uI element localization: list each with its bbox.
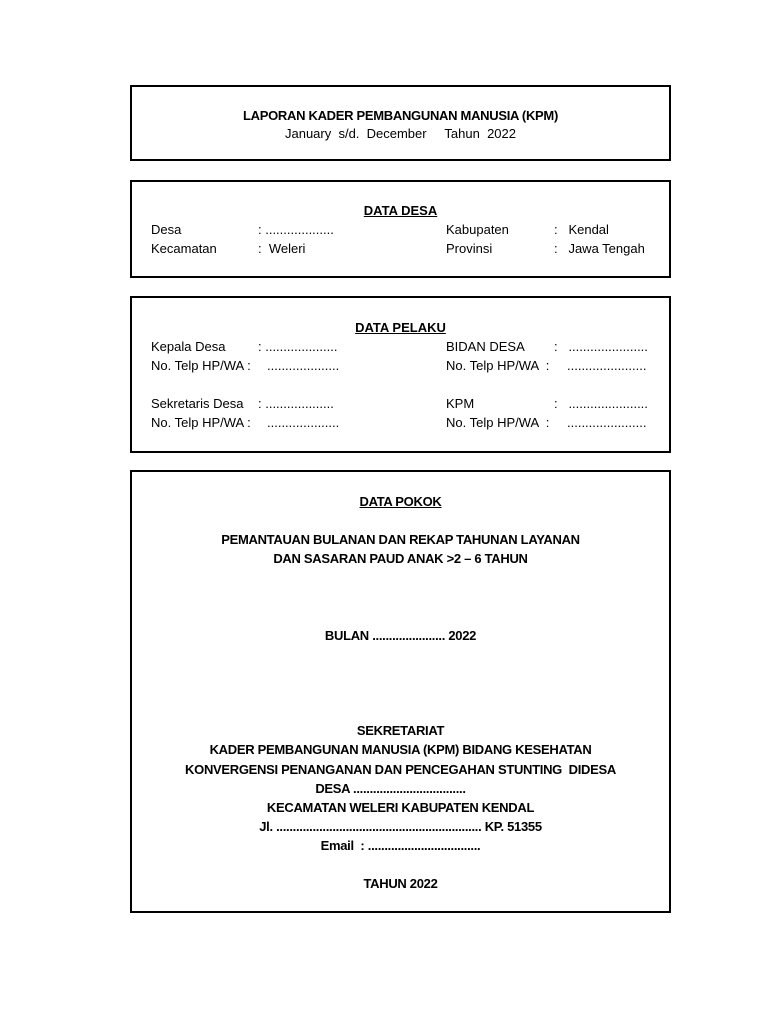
kecamatan-label: Kecamatan (151, 241, 217, 256)
kpm-value: : ...................... (554, 396, 648, 411)
bidan-desa-value: : ...................... (554, 339, 648, 354)
report-header-box (130, 85, 671, 161)
data-pelaku-heading: DATA PELAKU (355, 320, 446, 335)
report-period: January s/d. December Tahun 2022 (284, 126, 516, 141)
telp-sekretaris-value: .................... (267, 415, 340, 430)
provinsi-value: : Jawa Tengah (554, 241, 645, 256)
kabupaten-label: Kabupaten (446, 222, 509, 237)
desa-line: DESA .................................. (315, 781, 466, 796)
data-desa-box (130, 180, 671, 278)
desa-value: : ................... (258, 222, 334, 237)
kepala-desa-label: Kepala Desa (151, 339, 226, 354)
sekretaris-desa-label: Sekretaris Desa (151, 396, 244, 411)
data-pokok-heading: DATA POKOK (359, 494, 442, 509)
telp-kpm-label: No. Telp HP/WA : (446, 415, 550, 430)
provinsi-label: Provinsi (446, 241, 493, 256)
bulan-line: BULAN ...................... 2022 (324, 628, 477, 643)
data-pelaku-box (130, 296, 671, 453)
telp-kepala-label: No. Telp HP/WA : (151, 358, 251, 373)
sekretaris-desa-value: : ................... (258, 396, 334, 411)
kader-line: KADER PEMBANGUNAN MANUSIA (KPM) BIDANG KESEHATAN (209, 742, 592, 757)
kepala-desa-value: : .................... (258, 339, 338, 354)
kecamatan-value: : Weleri (258, 241, 306, 256)
data-pokok-box (130, 470, 671, 913)
pemantauan-title-line-1: PEMANTAUAN BULANAN DAN REKAP TAHUNAN LAYANAN (221, 532, 580, 547)
data-desa-heading: DATA DESA (363, 203, 438, 218)
bidan-desa-label: BIDAN DESA (446, 339, 525, 354)
kecamatan-kabupaten-line: KECAMATAN WELERI KABUPATEN KENDAL (266, 800, 535, 815)
report-title: LAPORAN KADER PEMBANGUNAN MANUSIA (KPM) (243, 108, 558, 123)
telp-bidan-value: ...................... (567, 358, 647, 373)
tahun-line: TAHUN 2022 (363, 876, 438, 891)
konvergensi-line: KONVERGENSI PENANGANAN DAN PENCEGAHAN STUNTING DIDESA (185, 762, 616, 777)
email-line: Email : .................................. (320, 838, 481, 853)
kpm-label: KPM (446, 396, 475, 411)
alamat-line: Jl. .............................................................. KP. 51355 (259, 819, 542, 834)
pemantauan-title-line-2: DAN SASARAN PAUD ANAK >2 – 6 TAHUN (273, 551, 528, 566)
telp-kpm-value: ...................... (567, 415, 647, 430)
telp-kepala-value: .................... (267, 358, 340, 373)
kabupaten-value: : Kendal (554, 222, 609, 237)
telp-sekretaris-label: No. Telp HP/WA : (151, 415, 251, 430)
telp-bidan-label: No. Telp HP/WA : (446, 358, 550, 373)
desa-label: Desa (151, 222, 182, 237)
sekretariat-heading: SEKRETARIAT (356, 723, 445, 738)
